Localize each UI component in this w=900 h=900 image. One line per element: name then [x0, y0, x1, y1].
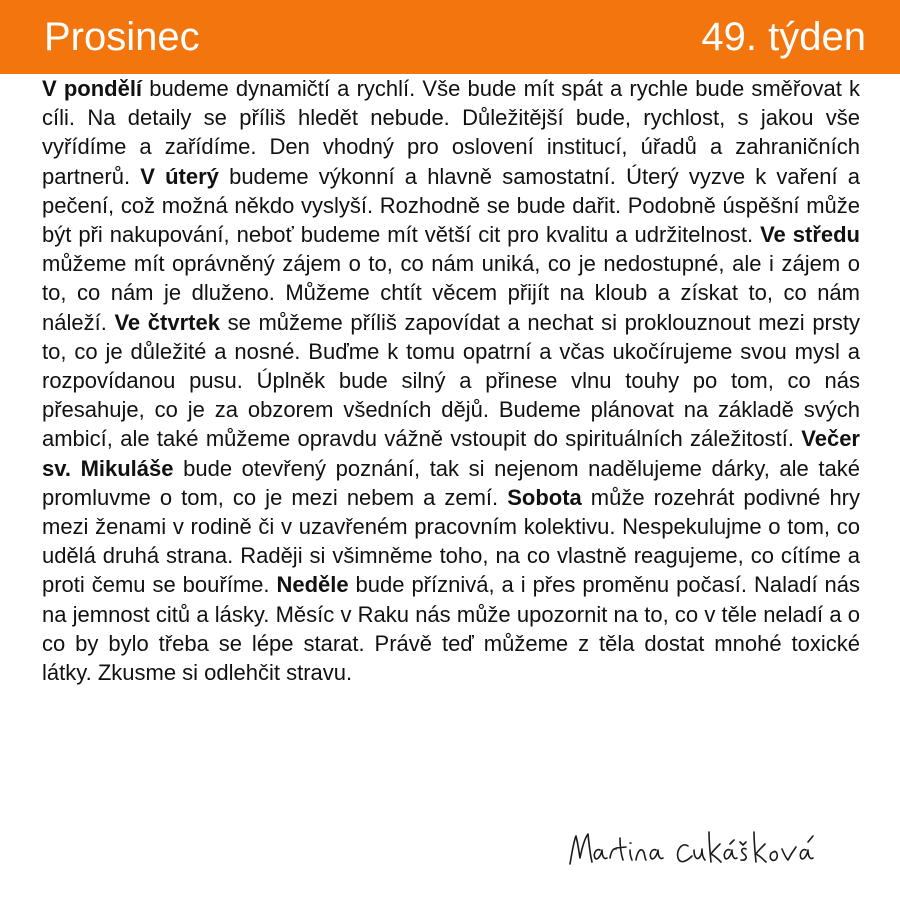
day-heading-sunday: Neděle — [276, 572, 349, 598]
day-heading-tuesday: V úterý — [140, 163, 219, 189]
week-label: 49. týden — [701, 15, 866, 59]
text-tuesday: budeme výkonní a hlavně samostatní. Úterý vyzve k vaření a pečení, což možná někdo vyslyší. Rozhodně se bude dařit. Podobně úspěšní může být při nakupování, neboť budeme mít větší cit pro kvalitu a udržitelnost. — [42, 163, 860, 248]
text-wednesday: můžeme mít oprávněný zájem o to, co nám uniká, co je nedostupné, ale i zájem o to, co nám je dluženo. Můžeme chtít věcem přijít na kloub a získat to, co nám náleží. — [42, 251, 860, 335]
horoscope-paragraph — [42, 74, 860, 687]
text-thursday: se můžeme příliš zapovídat a nechat si proklouznout mezi prsty to, co je důležité a nosné. Buďme k tomu opatrní a včas ukočírujeme svou mysl a rozpovídanou pusu. Úplněk bude silný a přinese vlnu touhy po tom, co nás přesahuje, co je za obzorem všedních dějů. Budeme plánovat na základě svých ambicí, ale také můžeme opravdu vážně vstoupit do spirituálních záležitostí. — [42, 309, 860, 452]
handwritten-signature — [560, 816, 880, 876]
text-sunday: bude příznivá, a i přes proměnu počasí. Naladí nás na jemnost citů a lásky. Měsíc v Raku nás může upozornit na to, co v těle neladí a o co by bylo třeba se lépe starat. Právě teď můžeme z těla dostat mnohé toxické látky. Zkusme si odlehčit stravu. — [42, 572, 860, 686]
day-heading-nicholas-eve: Večer sv. Mikuláše — [42, 426, 860, 481]
month-title: Prosinec — [44, 15, 200, 59]
text-monday: budeme dynamičtí a rychlí. Vše bude mít spát a rychle bude směřovat k cíli. Na detaily se příliš hledět nebude. Důležitější bude, rychlost, s jakou vše vyřídíme a zařídíme. Den vhodný pro oslovení institucí, úřadů a zahraničních partnerů. — [42, 76, 860, 189]
horoscope-text — [42, 74, 860, 687]
header-bar — [0, 0, 900, 74]
text-nicholas-eve: bude otevřený poznání, tak si nejenom nadělujeme dárky, ale také promluvme o tom, co je mezi nebem a zemí. — [42, 455, 860, 510]
day-heading-thursday: Ve čtvrtek — [114, 309, 220, 335]
day-heading-saturday: Sobota — [507, 484, 582, 510]
day-heading-monday: V pondělí — [42, 76, 143, 101]
text-saturday: může rozehrát podivné hry mezi ženami v rodině či v uzavřeném pracovním kolektivu. Nespekulujme o tom, co udělá druhá strana. Raději si všimněme toho, na co vlastně reagujeme, co cítíme a proti čemu se bouříme. — [42, 484, 861, 598]
day-heading-wednesday: Ve středu — [760, 222, 860, 248]
